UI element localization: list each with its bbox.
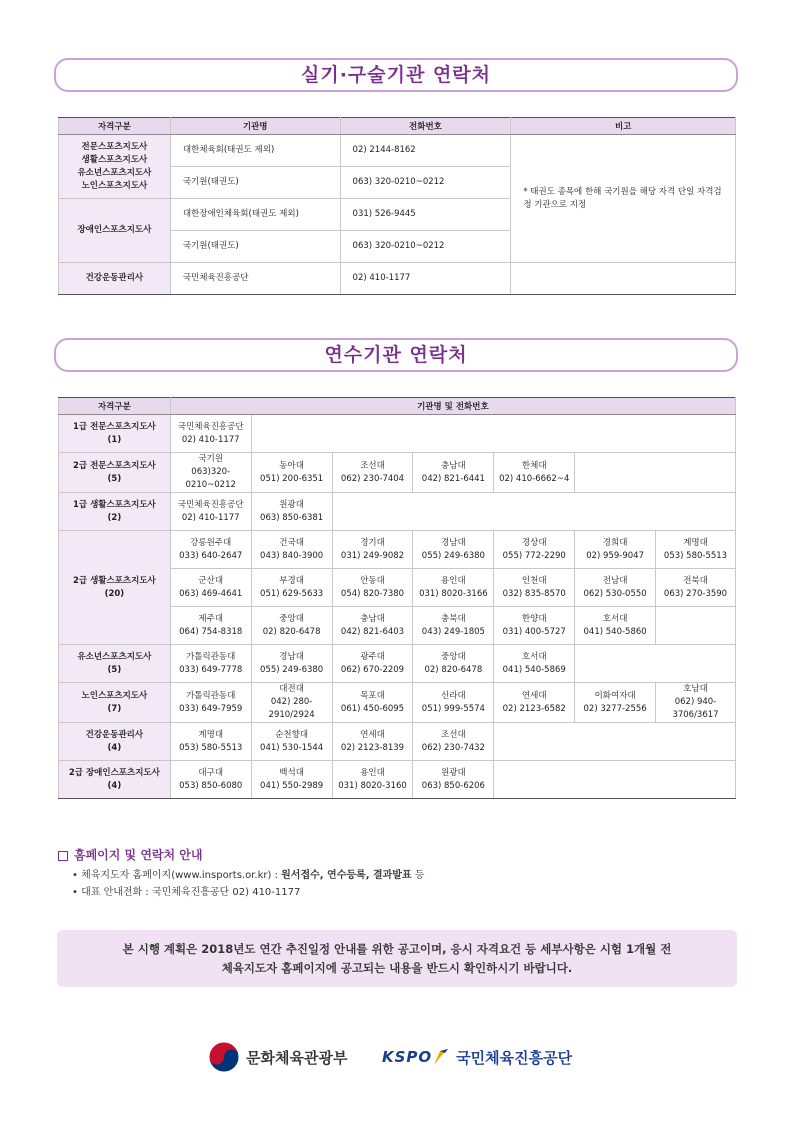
institution-name: 목포대 — [360, 690, 385, 701]
category-line: (4) — [107, 742, 122, 753]
category-line: 2급 장애인스포츠지도사 — [68, 767, 160, 778]
category-line: 유소년스포츠지도사 — [77, 167, 152, 178]
institution-cell — [251, 761, 332, 799]
phone-cell: 02) 2144-8162 — [340, 135, 511, 167]
institution-phone: 02) 410-1177 — [181, 434, 240, 445]
institution-phone: 063) 850-6381 — [260, 512, 324, 523]
institution-phone: 033) 649-7959 — [179, 703, 243, 714]
institution-phone: 063) 850-6206 — [421, 780, 485, 791]
institution-cell — [332, 569, 413, 607]
institution-name: 안동대 — [360, 575, 385, 586]
institution-phone: 053) 850-6080 — [179, 780, 243, 791]
institution-name: 계명대 — [198, 729, 224, 740]
institution-phone: 054) 820-7380 — [340, 588, 405, 599]
institution-phone: 063) 270-3590 — [663, 588, 728, 599]
table-row — [59, 415, 736, 453]
institution-phone: 033) 640-2647 — [179, 550, 243, 561]
institution-name: 중앙대 — [441, 651, 466, 662]
col-header: 자격구분 — [59, 118, 171, 135]
institution-phone: 042) 280-2910/2924 — [268, 697, 315, 720]
phone-cell: 031) 526-9445 — [340, 199, 511, 231]
institution-cell — [251, 569, 332, 607]
institution-name: 계명대 — [683, 537, 708, 548]
institution-phone: 031) 8020-3166 — [419, 588, 488, 599]
kspo-wordmark: KSPO — [382, 1048, 433, 1066]
institution-phone: 02) 820-6478 — [424, 664, 483, 675]
institution-cell — [494, 645, 575, 683]
institution-phone: 055) 772-2290 — [502, 550, 566, 561]
empty-cell — [656, 607, 736, 645]
table-row — [59, 723, 736, 761]
institution-phone: 032) 835-8570 — [502, 588, 566, 599]
institution-name: 충북대 — [441, 613, 466, 624]
institution-phone: 053) 580-5513 — [179, 742, 243, 753]
institution-phone: 051) 200-6351 — [260, 473, 324, 484]
institution-cell — [575, 531, 656, 569]
institution-phone: 061) 450-6095 — [340, 703, 405, 714]
ministry-logo — [208, 1040, 347, 1074]
category-line: 전문스포츠지도사 — [81, 141, 148, 152]
col-header: 기관명 및 전화번호 — [170, 398, 735, 415]
kspo-swoosh-icon — [432, 1047, 450, 1067]
note-cell — [511, 135, 736, 263]
institution-cell — [494, 683, 575, 723]
col-header: 비고 — [511, 118, 736, 135]
institution-cell — [332, 761, 413, 799]
institution-cell — [251, 453, 332, 493]
institution-phone: 055) 249-6380 — [421, 550, 485, 561]
category-cell — [59, 415, 171, 453]
announcement-banner — [57, 930, 737, 987]
institution-name: 호서대 — [602, 613, 628, 624]
phone-cell: 063) 320-0210~0212 — [340, 167, 511, 199]
institution-name: 경남대 — [279, 651, 304, 662]
institution-phone: 063)320-0210~0212 — [185, 467, 236, 490]
institution-phone: 02) 3277-2556 — [583, 703, 647, 714]
institution-phone: 031) 8020-3160 — [338, 780, 407, 791]
category-line: (7) — [107, 703, 122, 714]
institution-name: 광주대 — [360, 651, 385, 662]
institution-cell — [332, 723, 413, 761]
category-line: (5) — [107, 473, 122, 484]
institution-phone: 043) 249-1805 — [421, 626, 485, 637]
table-row — [59, 493, 736, 531]
category-line: 2급 전문스포츠지도사 — [72, 460, 156, 471]
institution-name: 충남대 — [441, 460, 466, 471]
institution-cell — [170, 569, 251, 607]
table-row — [59, 645, 736, 683]
institution-phone: 02) 820-6478 — [262, 626, 321, 637]
institution-cell — [332, 645, 413, 683]
institution-name: 원광대 — [441, 767, 466, 778]
category-cell — [59, 761, 171, 799]
institution-name: 전남대 — [602, 575, 628, 586]
institution-cell — [413, 569, 494, 607]
institution-phone: 033) 649-7778 — [179, 664, 243, 675]
institution-name: 백석대 — [279, 767, 304, 778]
institution-name: 강릉원주대 — [190, 537, 232, 548]
org-cell: 국기원(태권도) — [170, 167, 340, 199]
empty-cell — [494, 761, 736, 799]
empty-cell — [332, 493, 735, 531]
institution-phone: 055) 249-6380 — [260, 664, 324, 675]
training-contact-table — [58, 397, 736, 799]
category-line: 노인스포츠지도사 — [81, 690, 148, 701]
institution-cell — [656, 683, 736, 723]
institution-cell — [251, 683, 332, 723]
institution-name: 부경대 — [279, 575, 304, 586]
category-line: 노인스포츠지도사 — [81, 180, 148, 191]
institution-phone: 041) 550-2989 — [260, 780, 324, 791]
institution-name: 신라대 — [441, 690, 466, 701]
org-cell: 대한체육회(태권도 제외) — [170, 135, 340, 167]
institution-name: 국기원 — [198, 454, 224, 464]
table-row — [59, 531, 736, 569]
institution-name: 원광대 — [279, 499, 304, 510]
empty-cell — [251, 415, 735, 453]
institution-cell — [413, 607, 494, 645]
category-cell — [59, 683, 171, 723]
category-line: 생활스포츠지도사 — [81, 154, 148, 165]
institution-cell — [494, 569, 575, 607]
institution-phone: 043) 840-3900 — [260, 550, 324, 561]
institution-cell — [656, 531, 736, 569]
footer-logos — [0, 1040, 794, 1074]
institution-phone: 031) 400-5727 — [502, 626, 566, 637]
institution-name: 대전대 — [279, 684, 304, 694]
kspo-name: 국민체육진흥공단 — [456, 1048, 573, 1067]
institution-name: 이화여자대 — [594, 690, 636, 701]
category-line: (5) — [107, 664, 122, 675]
institution-cell — [251, 607, 332, 645]
institution-name: 국민체육진흥공단 — [177, 499, 244, 510]
institution-phone: 041) 540-5869 — [502, 664, 566, 675]
category-line: (1) — [107, 434, 122, 445]
institution-cell — [251, 645, 332, 683]
institution-name: 연세대 — [521, 690, 547, 701]
institution-name: 한체대 — [521, 460, 547, 471]
banner-line: 본 시행 계획은 2018년도 연간 추진일정 안내를 위한 공고이며, 응시 자격요건 등 세부사항은 시험 1개월 전 — [122, 942, 672, 956]
institution-cell — [575, 569, 656, 607]
category-line: (20) — [104, 588, 125, 599]
banner-line: 체육지도자 홈페이지에 공고되는 내용을 반드시 확인하시기 바랍니다. — [221, 961, 573, 975]
taegeuk-icon — [208, 1041, 240, 1073]
notice-title — [58, 846, 202, 863]
institution-cell — [494, 453, 575, 493]
institution-name: 경상대 — [521, 537, 547, 548]
institution-phone: 062) 230-7404 — [340, 473, 405, 484]
institution-cell — [251, 723, 332, 761]
institution-cell — [251, 493, 332, 531]
notice-text: 등 — [411, 870, 425, 881]
institution-name: 대구대 — [198, 767, 224, 778]
category-cell — [59, 645, 171, 683]
category-cell: 장애인스포츠지도사 — [59, 199, 171, 263]
institution-phone: 041) 540-5860 — [583, 626, 647, 637]
category-cell — [59, 135, 171, 199]
org-cell: 국기원(태권도) — [170, 231, 340, 263]
section2-title: 연수기관 연락처 — [54, 338, 738, 372]
institution-cell — [656, 569, 736, 607]
org-cell: 대한장애인체육회(태권도 제외) — [170, 199, 340, 231]
category-cell — [59, 453, 171, 493]
table-row — [59, 453, 736, 493]
institution-name: 순천향대 — [275, 729, 309, 740]
institution-phone: 02) 410-1177 — [181, 512, 240, 523]
institution-phone: 051) 999-5574 — [421, 703, 485, 714]
section1-title: 실기·구술기관 연락처 — [54, 58, 738, 92]
institution-cell — [494, 531, 575, 569]
category-cell — [59, 493, 171, 531]
institution-name: 가톨릭관동대 — [186, 690, 236, 701]
col-header: 자격구분 — [59, 398, 171, 415]
institution-name: 호서대 — [521, 651, 547, 662]
institution-name: 인천대 — [521, 575, 547, 586]
institution-cell — [413, 683, 494, 723]
category-line: 유소년스포츠지도사 — [77, 651, 152, 662]
institution-phone: 051) 629-5633 — [260, 588, 324, 599]
phone-cell: 02) 410-1177 — [340, 263, 511, 295]
institution-cell — [170, 453, 251, 493]
institution-name: 연세대 — [360, 729, 385, 740]
institution-phone: 02) 2123-6582 — [502, 703, 566, 714]
institution-cell — [494, 607, 575, 645]
institution-name: 동아대 — [279, 460, 304, 471]
institution-cell — [170, 415, 251, 453]
col-header: 전화번호 — [340, 118, 511, 135]
institution-phone: 042) 821-6403 — [340, 626, 405, 637]
institution-cell — [332, 607, 413, 645]
institution-cell — [413, 645, 494, 683]
institution-phone: 062) 530-0550 — [583, 588, 647, 599]
institution-cell — [413, 723, 494, 761]
institution-cell — [332, 683, 413, 723]
notice-title-text: 홈페이지 및 연락처 안내 — [74, 848, 203, 862]
empty-cell — [575, 453, 736, 493]
category-line: (4) — [107, 780, 122, 791]
institution-phone: 063) 469-4641 — [179, 588, 243, 599]
institution-name: 용인대 — [441, 575, 466, 586]
square-bullet-icon — [58, 851, 68, 861]
institution-name: 한양대 — [521, 613, 547, 624]
institution-cell — [170, 761, 251, 799]
notice-line-homepage — [72, 866, 424, 881]
institution-phone: 042) 821-6441 — [421, 473, 485, 484]
institution-phone: 062) 230-7432 — [421, 742, 485, 753]
institution-name: 제주대 — [198, 613, 224, 624]
category-cell — [59, 723, 171, 761]
category-cell — [59, 531, 171, 645]
table-row — [59, 683, 736, 723]
notice-text: • 체육지도자 홈페이지(www.insports.or.kr) : — [72, 870, 282, 881]
category-line: 1급 생활스포츠지도사 — [72, 499, 156, 510]
kspo-logo — [382, 1040, 572, 1074]
phone-cell: 063) 320-0210~0212 — [340, 231, 511, 263]
institution-phone: 064) 754-8318 — [179, 626, 243, 637]
institution-name: 전북대 — [683, 575, 708, 586]
col-header: 기관명 — [170, 118, 340, 135]
institution-phone: 062) 940-3706/3617 — [672, 697, 719, 720]
institution-cell — [575, 683, 656, 723]
institution-cell — [170, 607, 251, 645]
institution-name: 경남대 — [441, 537, 466, 548]
exam-contact-table — [58, 117, 736, 295]
notice-bold-text: 원서접수, 연수등록, 결과발표 — [281, 870, 412, 881]
institution-name: 중앙대 — [279, 613, 304, 624]
institution-name: 용인대 — [360, 767, 385, 778]
institution-cell — [170, 645, 251, 683]
category-line: 건강운동관리사 — [85, 729, 144, 740]
category-cell: 건강운동관리사 — [59, 263, 171, 295]
institution-phone: 062) 670-2209 — [340, 664, 405, 675]
ministry-name: 문화체육관광부 — [246, 1048, 348, 1067]
category-line: (2) — [107, 512, 122, 523]
empty-cell — [511, 263, 736, 295]
institution-cell — [413, 531, 494, 569]
institution-phone: 041) 530-1544 — [260, 742, 324, 753]
empty-cell — [494, 723, 736, 761]
table-row — [59, 761, 736, 799]
institution-name: 경기대 — [360, 537, 385, 548]
empty-cell — [575, 645, 736, 683]
institution-cell — [413, 453, 494, 493]
institution-cell — [332, 453, 413, 493]
category-line: 2급 생활스포츠지도사 — [72, 575, 156, 586]
institution-name: 가톨릭관동대 — [186, 651, 236, 662]
institution-phone: 053) 580-5513 — [663, 550, 728, 561]
institution-cell — [413, 761, 494, 799]
institution-phone: 02) 959-9047 — [586, 550, 644, 561]
institution-cell — [170, 683, 251, 723]
note-text: * 태권도 종목에 한해 국기원을 해당 자격 단일 자격검정 기관으로 지정 — [523, 186, 722, 210]
institution-cell — [575, 607, 656, 645]
institution-phone: 031) 249-9082 — [340, 550, 405, 561]
institution-cell — [251, 531, 332, 569]
institution-name: 건국대 — [279, 537, 304, 548]
institution-cell — [170, 723, 251, 761]
institution-cell — [170, 493, 251, 531]
institution-phone: 02) 2123-8139 — [340, 742, 405, 753]
institution-name: 조선대 — [441, 729, 466, 740]
institution-name: 조선대 — [360, 460, 385, 471]
institution-name: 충남대 — [360, 613, 385, 624]
institution-name: 국민체육진흥공단 — [177, 421, 244, 432]
institution-cell — [332, 531, 413, 569]
institution-name: 호남대 — [683, 684, 708, 694]
institution-name: 군산대 — [198, 575, 224, 586]
institution-cell — [170, 531, 251, 569]
notice-line-phone: • 대표 안내전화 : 국민체육진흥공단 02) 410-1177 — [72, 887, 301, 898]
institution-phone: 02) 410-6662~4 — [499, 473, 570, 484]
category-line: 1급 전문스포츠지도사 — [72, 421, 156, 432]
institution-name: 경희대 — [602, 537, 628, 548]
org-cell: 국민체육진흥공단 — [170, 263, 340, 295]
